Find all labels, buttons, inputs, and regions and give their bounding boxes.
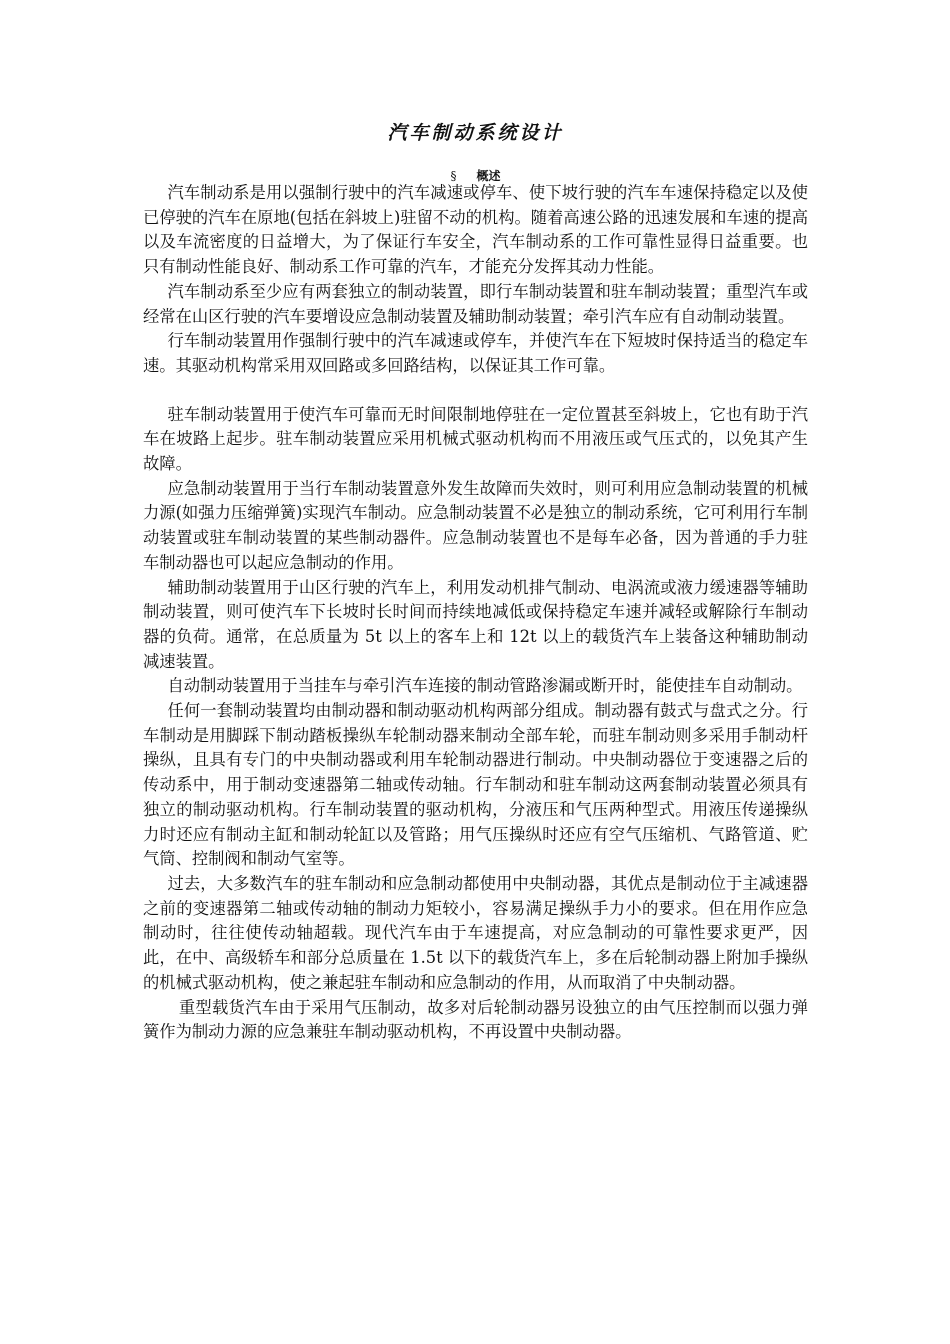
paragraph-history: 过去，大多数汽车的驻车制动和应急制动都使用中央制动器，其优点是制动位于主减速器之前的变速器第二轴或传动轴的制动力矩较小，容易满足操纵手力小的要求。但在用作应急制动时，往往使传动轴超载。现代汽车由于车速提高，对应急制动的可靠性要求更严，因此，在中、高级轿车和部分总质量在 1.5t 以下的载货汽车上，多在后轮制动器上附加手操纵的机械式驱动机构，使之兼起驻车制动和应急制动的作用，从而取消了中央制动器。 [143, 873, 808, 992]
paragraph-automatic-brake: 自动制动装置用于当挂车与牵引汽车连接的制动管路渗漏或断开时，能使挂车自动制动。 [167, 676, 803, 696]
paragraph-overview: 汽车制动系是用以强制行驶中的汽车减速或停车、使下坡行驶的汽车车速保持稳定以及使已停驶的汽车在原地(包括在斜坡上)驻留不动的机构。随着高速公路的迅速发展和车速的提高以及车流密度的日益增大，为了保证行车安全，汽车制动系的工作可靠性显得日益重要。也只有制动性能良好、制动系工作可靠的汽车，才能充分发挥其动力性能。 [143, 183, 808, 277]
paragraph-service-brake: 行车制动装置用作强制行驶中的汽车减速或停车，并使汽车在下短坡时保持适当的稳定车速。其驱动机构常采用双回路或多回路结构，以保证其工作可靠。 [143, 331, 808, 375]
section-mark: § [450, 169, 457, 183]
paragraph-components: 任何一套制动装置均由制动器和制动驱动机构两部分组成。制动器有鼓式与盘式之分。行车制动是用脚踩下制动踏板操纵车轮制动器来制动全部车轮，而驻车制动则多采用手制动杆操纵，且具有专门的中央制动器或利用车轮制动器进行制动。中央制动器位于变速器之后的传动系中，用于制动变速器第二轴或传动轴。行车制动和驻车制动这两套制动装置必须具有独立的制动驱动机构。行车制动装置的驱动机构，分液压和气压两种型式。用液压传递操纵力时还应有制动主缸和制动轮缸以及管路；用气压操纵时还应有空气压缩机、气路管道、贮气筒、控制阀和制动气室等。 [143, 701, 808, 869]
paragraph-emergency-brake: 应急制动装置用于当行车制动装置意外发生故障而失效时，则可利用应急制动装置的机械力源(如强力压缩弹簧)实现汽车制动。应急制动装置不必是独立的制动系统，它可利用行车制动装置或驻车制动装置的某些制动器件。应急制动装置也不是每车必备，因为普通的手力驻车制动器也可以起应急制动的作用。 [143, 478, 808, 572]
paragraph-parking-brake: 驻车制动装置用于使汽车可靠而无时间限制地停驻在一定位置甚至斜坡上，它也有助于汽车在坡路上起步。驻车制动装置应采用机械式驱动机构而不用液压或气压式的，以免其产生故障。 [143, 404, 808, 474]
document-title: 汽车制动系统设计 [387, 122, 564, 144]
paragraph-auxiliary-brake: 辅助制动装置用于山区行驶的汽车上，利用发动机排气制动、电涡流或液力缓速器等辅助制动装置，则可使汽车下长坡时长时间而持续地减低或保持稳定车速并减轻或解除行车制动器的负荷。通常，在总质量为 5t 以上的客车上和 12t 以上的载货汽车上装备这种辅助制动减速装置。 [143, 577, 808, 671]
body-text [143, 181, 808, 1045]
section-label: 概述 [476, 169, 501, 183]
paragraph-heavy-trucks: 重型载货汽车由于采用气压制动，故多对后轮制动器另设独立的由气压控制而以强力弹簧作为制动力源的应急兼驻车制动驱动机构，不再设置中央制动器。 [143, 997, 808, 1042]
paragraph-brake-systems: 汽车制动系至少应有两套独立的制动装置，即行车制动装置和驻车制动装置；重型汽车或经常在山区行驶的汽车要增设应急制动装置及辅助制动装置；牵引汽车应有自动制动装置。 [143, 281, 808, 326]
